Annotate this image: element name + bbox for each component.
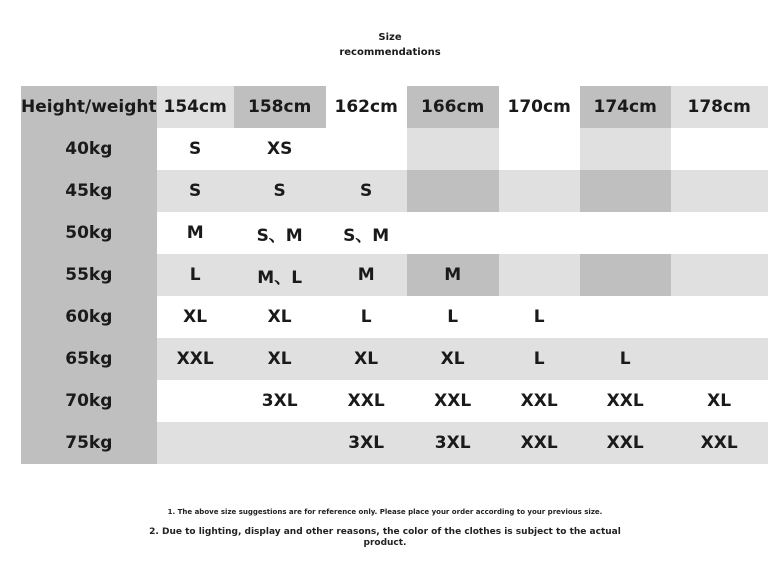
size-cell: L	[326, 296, 407, 338]
height-header: 158cm	[234, 86, 326, 128]
header-row	[21, 86, 768, 128]
table-row	[21, 422, 768, 464]
title-line-1: Size	[378, 32, 402, 43]
height-header: 174cm	[580, 86, 671, 128]
size-cell	[499, 170, 580, 212]
weight-label: 50kg	[21, 212, 157, 254]
weight-label: 60kg	[21, 296, 157, 338]
weight-label: 65kg	[21, 338, 157, 380]
size-cell: XXL	[407, 380, 499, 422]
size-cell: L	[157, 254, 234, 296]
table-row	[21, 254, 768, 296]
note-2	[0, 527, 770, 549]
size-cell: XL	[326, 338, 407, 380]
size-cell	[580, 296, 671, 338]
size-cell: XXL	[157, 338, 234, 380]
note-1: 1. The above size suggestions are for reference only. Please place your order according to your previous size.	[167, 508, 603, 516]
size-cell	[407, 212, 499, 254]
size-cell: XXL	[580, 422, 671, 464]
weight-label: 70kg	[21, 380, 157, 422]
size-cell: S	[157, 170, 234, 212]
size-cell: M	[157, 212, 234, 254]
size-cell	[671, 170, 768, 212]
size-cell	[234, 422, 326, 464]
size-cell: 3XL	[407, 422, 499, 464]
size-cell: L	[499, 296, 580, 338]
size-cell: XL	[234, 338, 326, 380]
chart-title	[0, 30, 770, 60]
size-cell: M、L	[234, 254, 326, 296]
size-cell	[407, 128, 499, 170]
size-cell	[671, 254, 768, 296]
height-header: 166cm	[407, 86, 499, 128]
size-cell: L	[499, 338, 580, 380]
size-cell: L	[407, 296, 499, 338]
weight-label: 75kg	[21, 422, 157, 464]
size-cell	[499, 128, 580, 170]
size-cell	[671, 296, 768, 338]
size-cell: S、M	[234, 212, 326, 254]
size-cell: XL	[234, 296, 326, 338]
size-cell	[580, 128, 671, 170]
size-cell	[671, 212, 768, 254]
size-cell	[580, 212, 671, 254]
size-cell: M	[326, 254, 407, 296]
weight-label: 45kg	[21, 170, 157, 212]
size-cell: XXL	[499, 422, 580, 464]
size-cell: M	[407, 254, 499, 296]
size-cell	[580, 254, 671, 296]
size-cell: XXL	[671, 422, 768, 464]
title-line-2: recommendations	[339, 47, 441, 58]
size-cell	[580, 170, 671, 212]
size-cell: XL	[407, 338, 499, 380]
size-cell	[157, 422, 234, 464]
table-row	[21, 338, 768, 380]
size-cell: S	[326, 170, 407, 212]
height-header: 178cm	[671, 86, 768, 128]
size-table	[21, 86, 768, 464]
size-cell	[671, 338, 768, 380]
table-row	[21, 380, 768, 422]
size-cell: XXL	[499, 380, 580, 422]
size-cell: S	[157, 128, 234, 170]
size-cell	[671, 128, 768, 170]
size-cell: XXL	[580, 380, 671, 422]
note-2-line-2: product.	[363, 538, 407, 548]
height-header: 170cm	[499, 86, 580, 128]
note-2-line-1: 2. Due to lighting, display and other reasons, the color of the clothes is subject to the actual	[149, 527, 621, 537]
corner-label: Height/weight	[21, 86, 157, 128]
size-cell: 3XL	[326, 422, 407, 464]
size-cell: L	[580, 338, 671, 380]
height-header: 162cm	[326, 86, 407, 128]
size-cell: S	[234, 170, 326, 212]
table-row	[21, 212, 768, 254]
size-cell: XS	[234, 128, 326, 170]
size-cell: XXL	[326, 380, 407, 422]
size-cell: XL	[671, 380, 768, 422]
weight-label: 40kg	[21, 128, 157, 170]
size-cell	[326, 128, 407, 170]
size-cell	[499, 212, 580, 254]
size-cell	[157, 380, 234, 422]
height-header: 154cm	[157, 86, 234, 128]
table-row	[21, 170, 768, 212]
size-cell: XL	[157, 296, 234, 338]
size-cell: S、M	[326, 212, 407, 254]
table-row	[21, 128, 768, 170]
size-cell	[499, 254, 580, 296]
size-cell: 3XL	[234, 380, 326, 422]
size-cell	[407, 170, 499, 212]
table-row	[21, 296, 768, 338]
weight-label: 55kg	[21, 254, 157, 296]
